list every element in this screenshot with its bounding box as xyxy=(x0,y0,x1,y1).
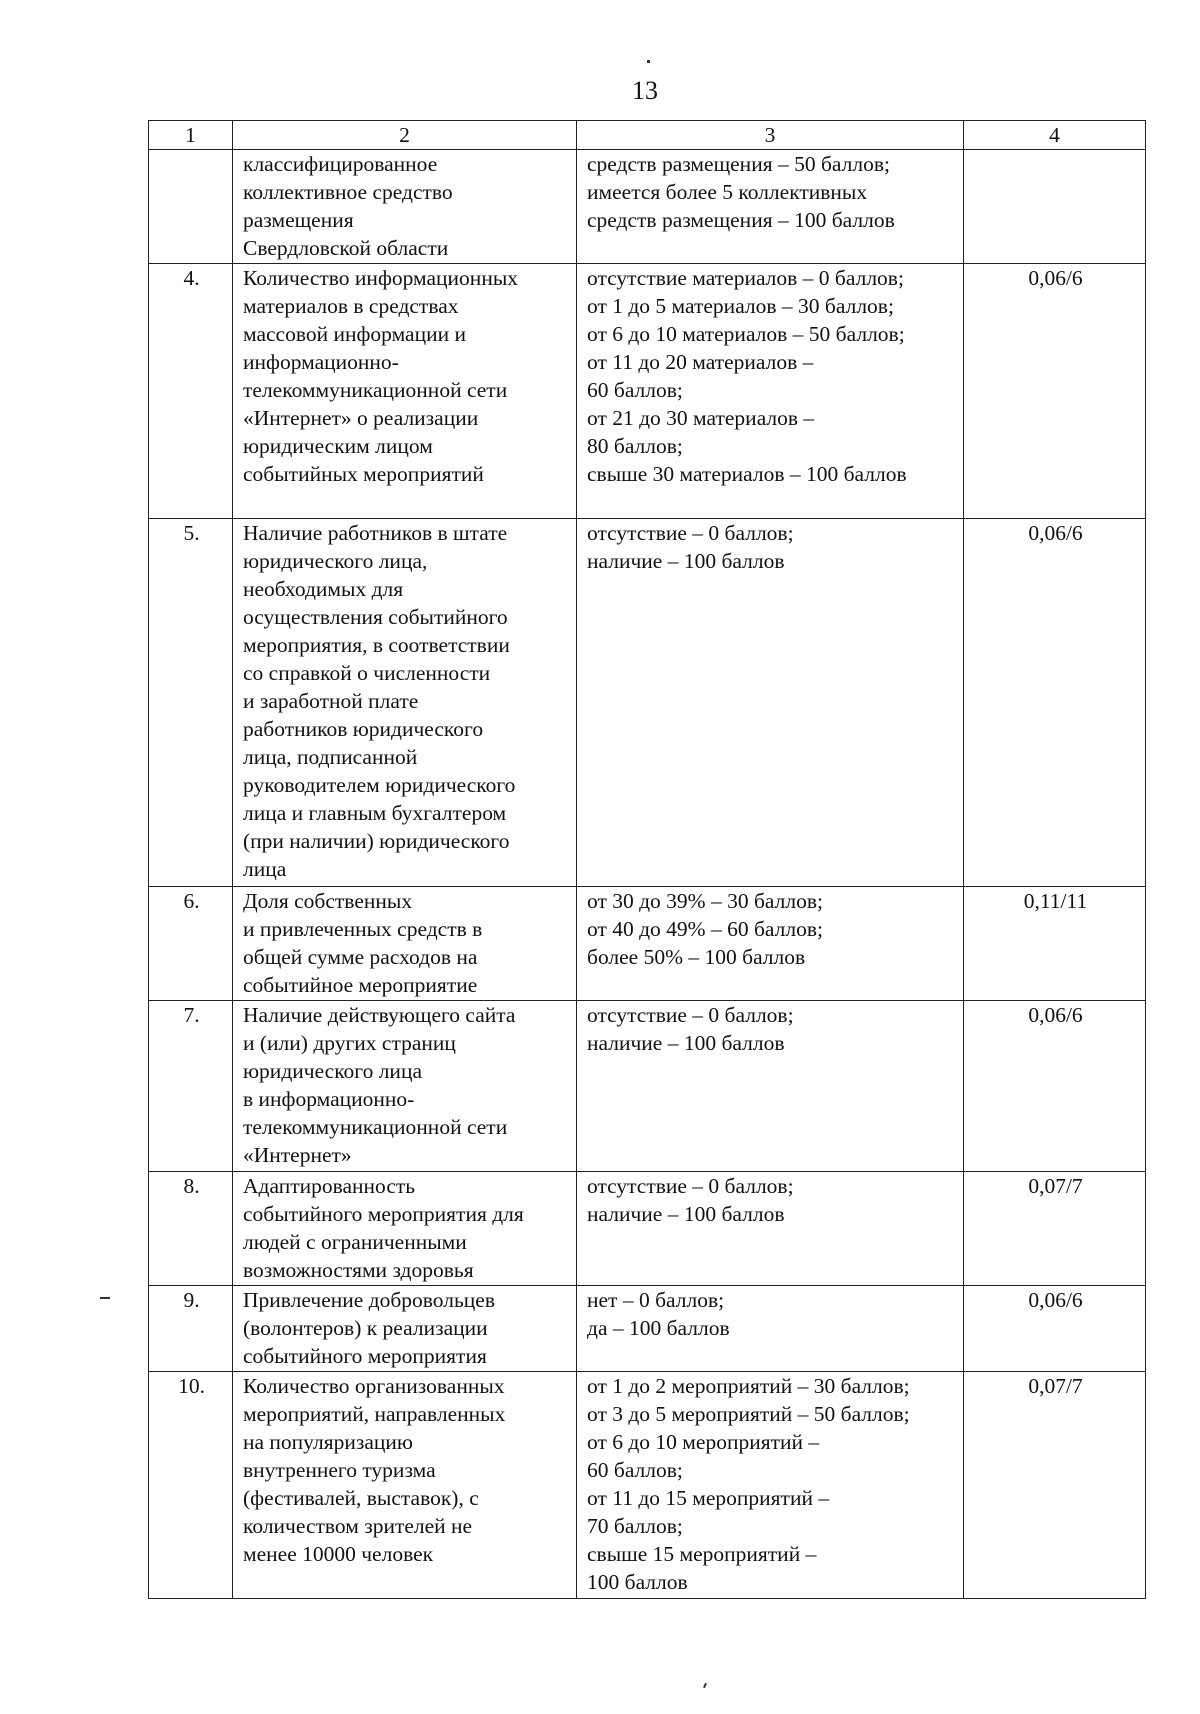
row-number: 9. xyxy=(149,1286,233,1372)
scoring-line: 70 баллов; xyxy=(587,1514,683,1538)
criterion-line: и (или) других страниц xyxy=(243,1031,456,1055)
criterion-line: юридического лица, xyxy=(243,549,428,573)
criterion-line: (фестивалей, выставок), с xyxy=(243,1486,479,1510)
scoring-cell xyxy=(577,1286,964,1372)
criteria-table xyxy=(148,120,1146,1599)
criterion-line: необходимых для xyxy=(243,577,404,601)
scoring-line: наличие – 100 баллов xyxy=(587,1202,785,1226)
row-number: 5. xyxy=(149,519,233,887)
criterion-line: (волонтеров) к реализации xyxy=(243,1316,488,1340)
criterion-line: (при наличии) юридического xyxy=(243,829,510,853)
table-row xyxy=(149,150,1146,264)
scoring-line: отсутствие материалов – 0 баллов; xyxy=(587,266,904,290)
criterion-line: Количество информационных xyxy=(243,266,519,290)
criterion-line: юридическим лицом xyxy=(243,434,433,458)
criterion-line: Доля собственных xyxy=(243,889,413,913)
criterion-line: телекоммуникационной сети xyxy=(243,1115,508,1139)
table-row xyxy=(149,887,1146,1001)
scoring-line: от 11 до 20 материалов – xyxy=(587,350,814,374)
criterion-line: материалов в средствах xyxy=(243,294,459,318)
criterion-line: телекоммуникационной сети xyxy=(243,378,508,402)
column-header-4: 4 xyxy=(964,121,1146,150)
criterion-line: лица, подписанной xyxy=(243,745,418,769)
criterion-line: юридического лица xyxy=(243,1059,422,1083)
criterion-cell xyxy=(233,264,577,519)
scoring-line: отсутствие – 0 баллов; xyxy=(587,1174,794,1198)
scoring-line: наличие – 100 баллов xyxy=(587,549,785,573)
criterion-line: Наличие работников в штате xyxy=(243,521,508,545)
scoring-line: да – 100 баллов xyxy=(587,1316,730,1340)
criterion-line: Свердловской области xyxy=(243,236,449,260)
criterion-line: количеством зрителей не xyxy=(243,1514,473,1538)
criterion-cell xyxy=(233,1001,577,1172)
scoring-line: 100 баллов xyxy=(587,1570,688,1594)
table-row xyxy=(149,1172,1146,1286)
scoring-line: от 21 до 30 материалов – xyxy=(587,406,815,430)
weight-cell: 0,06/6 xyxy=(964,1001,1146,1172)
criterion-line: событийных мероприятий xyxy=(243,462,484,486)
criterion-line: осуществления событийного xyxy=(243,605,508,629)
criterion-line: и привлеченных средств в xyxy=(243,917,483,941)
weight-cell: 0,07/7 xyxy=(964,1372,1146,1599)
table-row xyxy=(149,1286,1146,1372)
scoring-line: свыше 30 материалов – 100 баллов xyxy=(587,462,907,486)
scoring-line: 60 баллов; xyxy=(587,1458,683,1482)
scoring-cell xyxy=(577,887,964,1001)
criterion-cell xyxy=(233,1372,577,1599)
scoring-line: свыше 15 мероприятий – xyxy=(587,1542,817,1566)
criterion-line: классифицированное xyxy=(243,152,438,176)
criterion-line: общей сумме расходов на xyxy=(243,945,478,969)
criterion-line: событийного мероприятия для xyxy=(243,1202,524,1226)
scoring-line: отсутствие – 0 баллов; xyxy=(587,521,794,545)
criterion-line: информационно- xyxy=(243,350,399,374)
scoring-cell xyxy=(577,150,964,264)
scoring-line: от 6 до 10 материалов – 50 баллов; xyxy=(587,322,905,346)
column-header-2: 2 xyxy=(233,121,577,150)
criterion-line: в информационно- xyxy=(243,1087,415,1111)
scoring-line: от 1 до 2 мероприятий – 30 баллов; xyxy=(587,1374,910,1398)
criterion-line: на популяризацию xyxy=(243,1430,413,1454)
scoring-cell xyxy=(577,264,964,519)
criterion-line: размещения xyxy=(243,208,354,232)
table-row xyxy=(149,1001,1146,1172)
column-header-3: 3 xyxy=(577,121,964,150)
table-row xyxy=(149,519,1146,887)
table-row xyxy=(149,1372,1146,1599)
scoring-line: от 6 до 10 мероприятий – xyxy=(587,1430,820,1454)
criterion-line: лица и главным бухгалтером xyxy=(243,801,507,825)
criterion-line: лица xyxy=(243,857,287,881)
row-number: 6. xyxy=(149,887,233,1001)
row-number: 10. xyxy=(149,1372,233,1599)
criterion-line: менее 10000 человек xyxy=(243,1542,434,1566)
scoring-line: от 40 до 49% – 60 баллов; xyxy=(587,917,823,941)
scoring-line: от 3 до 5 мероприятий – 50 баллов; xyxy=(587,1402,910,1426)
scoring-line: 80 баллов; xyxy=(587,434,683,458)
scan-speck xyxy=(703,1683,707,1688)
criterion-line: людей с ограниченными xyxy=(243,1230,467,1254)
criterion-line: «Интернет» xyxy=(243,1143,352,1167)
header-row xyxy=(149,121,1146,150)
scoring-line: отсутствие – 0 баллов; xyxy=(587,1003,794,1027)
weight-cell xyxy=(964,150,1146,264)
criterion-line: событийного мероприятия xyxy=(243,1344,487,1368)
row-number: 8. xyxy=(149,1172,233,1286)
scoring-line: имеется более 5 коллективных xyxy=(587,180,868,204)
criterion-cell xyxy=(233,887,577,1001)
column-header-1: 1 xyxy=(149,121,233,150)
scoring-cell xyxy=(577,1001,964,1172)
weight-cell: 0,07/7 xyxy=(964,1172,1146,1286)
criterion-line: «Интернет» о реализации xyxy=(243,406,479,430)
criterion-line: возможностями здоровья xyxy=(243,1258,474,1282)
criterion-line: руководителем юридического xyxy=(243,773,516,797)
scoring-line: от 30 до 39% – 30 баллов; xyxy=(587,889,823,913)
criterion-line: со справкой о численности xyxy=(243,661,491,685)
criterion-line: мероприятий, направленных xyxy=(243,1402,506,1426)
scoring-cell xyxy=(577,519,964,887)
scoring-line: 60 баллов; xyxy=(587,378,683,402)
criterion-line: и заработной плате xyxy=(243,689,419,713)
scoring-cell xyxy=(577,1172,964,1286)
scoring-line: от 11 до 15 мероприятий – xyxy=(587,1486,830,1510)
criterion-line: Привлечение добровольцев xyxy=(243,1288,496,1312)
scoring-line: средств размещения – 50 баллов; xyxy=(587,152,890,176)
scoring-line: более 50% – 100 баллов xyxy=(587,945,806,969)
criterion-line: Адаптированность xyxy=(243,1174,416,1198)
criterion-cell xyxy=(233,1172,577,1286)
criterion-line: Наличие действующего сайта xyxy=(243,1003,516,1027)
criterion-cell xyxy=(233,150,577,264)
criterion-line: работников юридического xyxy=(243,717,484,741)
scoring-line: средств размещения – 100 баллов xyxy=(587,208,895,232)
criterion-line: Количество организованных xyxy=(243,1374,505,1398)
row-number: 4. xyxy=(149,264,233,519)
criterion-cell xyxy=(233,519,577,887)
scoring-line: от 1 до 5 материалов – 30 баллов; xyxy=(587,294,894,318)
row-number xyxy=(149,150,233,264)
criterion-line: событийное мероприятие xyxy=(243,973,478,997)
weight-cell: 0,06/6 xyxy=(964,264,1146,519)
criterion-line: массовой информации и xyxy=(243,322,466,346)
page-number: 13 xyxy=(632,76,658,105)
weight-cell: 0,06/6 xyxy=(964,1286,1146,1372)
scoring-cell xyxy=(577,1372,964,1599)
weight-cell: 0,06/6 xyxy=(964,519,1146,887)
scan-speck xyxy=(647,60,650,63)
table-row xyxy=(149,264,1146,519)
row-number: 7. xyxy=(149,1001,233,1172)
criterion-cell xyxy=(233,1286,577,1372)
scoring-line: наличие – 100 баллов xyxy=(587,1031,785,1055)
criterion-line: мероприятия, в соответствии xyxy=(243,633,510,657)
scan-speck xyxy=(100,1297,110,1299)
scoring-line: нет – 0 баллов; xyxy=(587,1288,725,1312)
weight-cell: 0,11/11 xyxy=(964,887,1146,1001)
criterion-line: коллективное средство xyxy=(243,180,453,204)
criterion-line: внутреннего туризма xyxy=(243,1458,436,1482)
